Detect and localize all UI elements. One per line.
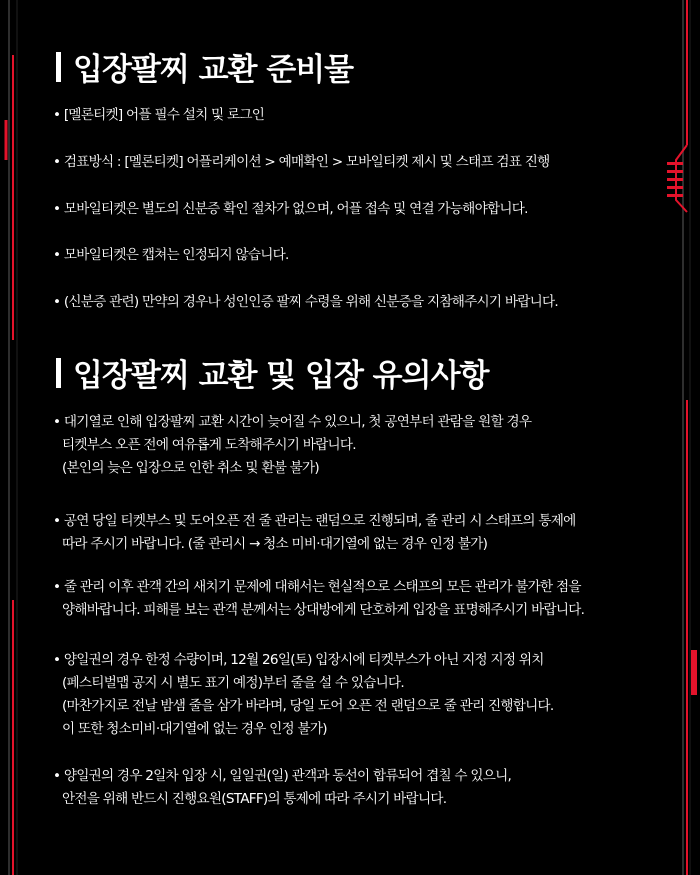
section2-item-3: • 줄 관리 이후 관객 간의 새치기 문제에 대해서는 현실적으로 스태프의 모든 관리가 불가한 점을 양해바랍니다. 피해를 보는 관객 분께서는 상대방에게 단호하게 입장을 표명해주시기 바랍니다. [53, 579, 585, 618]
section2-item-5: • 양일권의 경우 2일차 입장 시, 일일권(일) 관객과 동선이 합류되어 겹칠 수 있으니, 안전을 위해 반드시 진행요원(STAFF)의 통제에 따라 주시기 바랍니다. [53, 768, 512, 807]
section2-title-text: 입장팔찌 교환 및 입장 유의사항 [73, 358, 489, 394]
section2-item-2: • 공연 당일 티켓부스 및 도어오픈 전 줄 관리는 랜덤으로 진행되며, 줄 관리 시 스태프의 통제에 따라 주시기 바랍니다. (줄 관리시 → 청소 미비·대기열에 없는 경우 인정 불가) [53, 513, 576, 552]
section1-item-1: • [멜론티켓] 어플 필수 설치 및 로그인 [53, 107, 265, 123]
title-bar-marker [56, 358, 61, 388]
section1-title-text: 입장팔찌 교환 준비물 [73, 52, 354, 88]
title-bar-marker [56, 52, 61, 82]
section1-item-4: • 모바일티켓은 캡쳐는 인정되지 않습니다. [53, 247, 289, 263]
section2-item-1: • 대기열로 인해 입장팔찌 교환 시간이 늦어질 수 있으니, 첫 공연부터 관람을 원할 경우 티켓부스 오픈 전에 여유롭게 도착해주시기 바랍니다. (본인의 늦은 입장으로 인한 취소 및 환불 불가) [53, 414, 532, 476]
section2-title [56, 350, 488, 395]
section1-item-5: • (신분증 관련) 만약의 경우나 성인인증 팔찌 수령을 위해 신분증을 지참해주시기 바랍니다. [53, 294, 558, 310]
section2-item-4: • 양일권의 경우 한정 수량이며, 12월 26일(토) 입장시에 티켓부스가 아닌 지정 지정 위치 (페스티벌맵 공지 시 별도 표기 예정)부터 줄을 설 수 있습니다. (마찬가지로 전날 밤샘 줄을 삼가 바라며, 당일 도어 오픈 전 랜덤으로 줄 관리 진행합니다. 이 또한 청소미비·대기열에 없는 경우 인정 불가) [53, 652, 554, 737]
section1-title [56, 44, 353, 89]
section1-item-2: • 검표방식 : [멜론티켓] 어플리케이션 > 예매확인 > 모바일티켓 제시 및 스태프 검표 진행 [53, 154, 550, 170]
section1-item-3: • 모바일티켓은 별도의 신분증 확인 절차가 없으며, 어플 접속 및 연결 가능해야합니다. [53, 201, 528, 217]
